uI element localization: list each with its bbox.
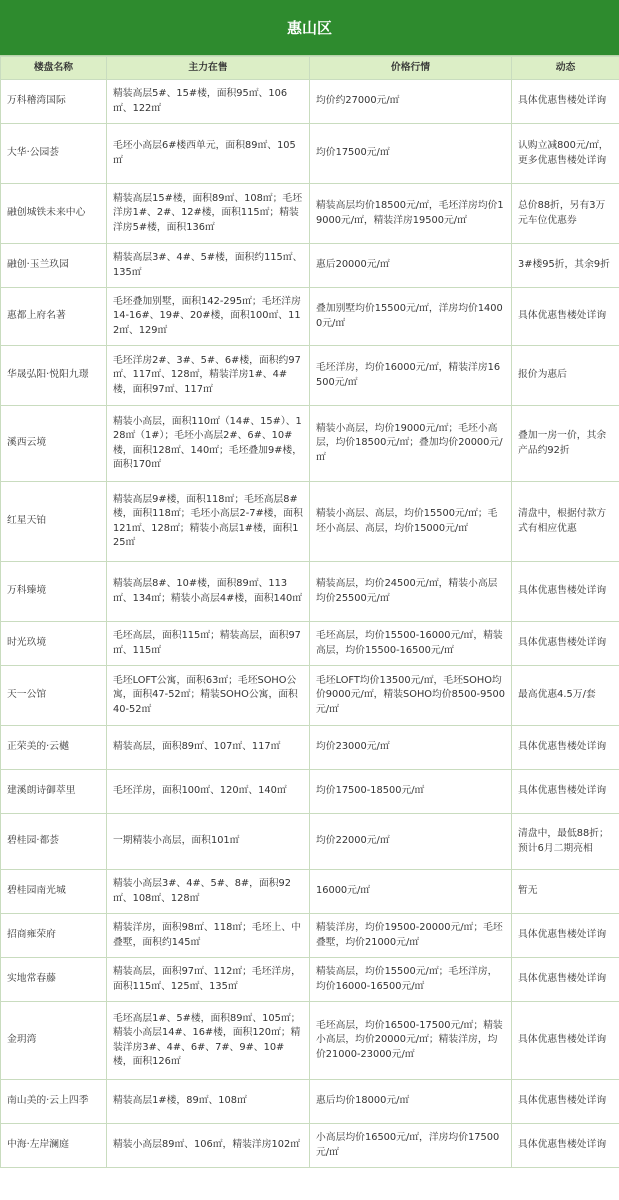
- cell-name: 华晟弘阳·悦阳九璟: [1, 346, 107, 406]
- cell-price: 毛坯高层，均价15500-16000元/㎡，精装高层，均价15500-16500元/㎡: [310, 622, 512, 666]
- cell-name: 融创·玉兰玖园: [1, 244, 107, 288]
- cell-news: 具体优惠售楼处详询: [512, 288, 619, 346]
- cell-sale: 一期精装小高层，面积101㎡: [107, 814, 310, 870]
- cell-sale: 精装小高层89㎡、106㎡，精装洋房102㎡: [107, 1124, 310, 1168]
- cell-price: 毛坯高层，均价16500-17500元/㎡；精装小高层，均价20000元/㎡；精装洋房，均价21000-23000元/㎡: [310, 1002, 512, 1080]
- table-row: [1, 124, 619, 184]
- cell-price: 精装洋房，均价19500-20000元/㎡；毛坯叠墅，均价21000元/㎡: [310, 914, 512, 958]
- cell-price: 均价17500元/㎡: [310, 124, 512, 184]
- cell-name: 红星天铂: [1, 482, 107, 562]
- table-row: [1, 184, 619, 244]
- cell-news: 具体优惠售楼处详询: [512, 1080, 619, 1124]
- cell-sale: 精装小高层3#、4#、5#、8#，面积92㎡、108㎡、128㎡: [107, 870, 310, 914]
- cell-sale: 毛坯洋房，面积100㎡、120㎡、140㎡: [107, 770, 310, 814]
- cell-name: 惠都上府名著: [1, 288, 107, 346]
- cell-sale: 精装高层5#、15#楼，面积95㎡、106㎡、122㎡: [107, 80, 310, 124]
- cell-name: 招商雍荣府: [1, 914, 107, 958]
- cell-news: 具体优惠售楼处详询: [512, 80, 619, 124]
- cell-price: 小高层均价16500元/㎡，洋房均价17500元/㎡: [310, 1124, 512, 1168]
- cell-price: 均价约27000元/㎡: [310, 80, 512, 124]
- header-news: 动态: [512, 57, 619, 80]
- cell-price: 毛坯LOFT均价13500元/㎡，毛坯SOHO均价9000元/㎡，精装SOHO均价8500-9500元/㎡: [310, 666, 512, 726]
- table-row: [1, 1002, 619, 1080]
- cell-news: 报价为惠后: [512, 346, 619, 406]
- cell-news: 具体优惠售楼处详询: [512, 914, 619, 958]
- cell-price: 惠后均价18000元/㎡: [310, 1080, 512, 1124]
- cell-price: 毛坯洋房，均价16000元/㎡，精装洋房16500元/㎡: [310, 346, 512, 406]
- table-row: [1, 814, 619, 870]
- cell-price: 惠后20000元/㎡: [310, 244, 512, 288]
- cell-price: 16000元/㎡: [310, 870, 512, 914]
- table-row: [1, 80, 619, 124]
- cell-name: 南山美的·云上四季: [1, 1080, 107, 1124]
- cell-price: 均价17500-18500元/㎡: [310, 770, 512, 814]
- header-row: [1, 57, 619, 80]
- cell-news: 具体优惠售楼处详询: [512, 1124, 619, 1168]
- table-row: [1, 770, 619, 814]
- header-price: 价格行情: [310, 57, 512, 80]
- table-body: [1, 80, 619, 1168]
- cell-sale: 毛坯高层1#、5#楼，面积89㎡、105㎡；精装小高层14#、16#楼，面积120㎡；精装洋房3#、4#、6#、7#、9#、10#楼，面积126㎡: [107, 1002, 310, 1080]
- cell-name: 万科臻境: [1, 562, 107, 622]
- cell-sale: 精装高层3#、4#、5#楼，面积约115㎡、135㎡: [107, 244, 310, 288]
- table-row: [1, 288, 619, 346]
- table-row: [1, 870, 619, 914]
- table-row: [1, 1080, 619, 1124]
- cell-news: 最高优惠4.5万/套: [512, 666, 619, 726]
- cell-price: 精装高层，均价24500元/㎡，精装小高层均价25500元/㎡: [310, 562, 512, 622]
- cell-name: 金玥湾: [1, 1002, 107, 1080]
- cell-news: 认购立减800元/㎡，更多优惠售楼处详询: [512, 124, 619, 184]
- cell-sale: 毛坯洋房2#、3#、5#、6#楼，面积约97㎡、117㎡、128㎡，精装洋房1#、4#楼，面积97㎡、117㎡: [107, 346, 310, 406]
- cell-price: 精装高层，均价15500元/㎡；毛坯洋房，均价16000-16500元/㎡: [310, 958, 512, 1002]
- table-row: [1, 244, 619, 288]
- cell-sale: 精装高层8#、10#楼，面积89㎡、113㎡、134㎡；精装小高层4#楼，面积140㎡: [107, 562, 310, 622]
- table-title: 惠山区: [0, 0, 619, 56]
- cell-price: 精装小高层，均价19000元/㎡；毛坯小高层，均价18500元/㎡；叠加均价20000元/㎡: [310, 406, 512, 482]
- header-sale: 主力在售: [107, 57, 310, 80]
- table-row: [1, 562, 619, 622]
- cell-price: 精装小高层、高层，均价15500元/㎡；毛坯小高层、高层，均价15000元/㎡: [310, 482, 512, 562]
- cell-news: 3#楼95折，其余9折: [512, 244, 619, 288]
- table-row: [1, 346, 619, 406]
- table-row: [1, 622, 619, 666]
- cell-sale: 毛坯叠加别墅，面积142-295㎡；毛坯洋房14-16#、19#、20#楼，面积100㎡、112㎡、129㎡: [107, 288, 310, 346]
- cell-name: 正荣美的·云樾: [1, 726, 107, 770]
- cell-sale: 精装高层，面积89㎡、107㎡、117㎡: [107, 726, 310, 770]
- cell-news: 具体优惠售楼处详询: [512, 770, 619, 814]
- cell-name: 碧桂园·都荟: [1, 814, 107, 870]
- cell-sale: 精装高层9#楼，面积118㎡；毛坯高层8#楼，面积118㎡；毛坯小高层2-7#楼，面积121㎡、128㎡；精装小高层1#楼，面积125㎡: [107, 482, 310, 562]
- table-row: [1, 406, 619, 482]
- cell-name: 碧桂园南光城: [1, 870, 107, 914]
- cell-news: 具体优惠售楼处详询: [512, 622, 619, 666]
- cell-news: 具体优惠售楼处详询: [512, 958, 619, 1002]
- cell-name: 建溪朗诗御萃里: [1, 770, 107, 814]
- cell-sale: 精装洋房，面积98㎡、118㎡；毛坯上、中叠墅，面积约145㎡: [107, 914, 310, 958]
- cell-name: 实地常春藤: [1, 958, 107, 1002]
- table-row: [1, 914, 619, 958]
- cell-name: 溪西云境: [1, 406, 107, 482]
- table-row: [1, 1124, 619, 1168]
- cell-name: 天一公馆: [1, 666, 107, 726]
- cell-price: 叠加别墅均价15500元/㎡，洋房均价14000元/㎡: [310, 288, 512, 346]
- cell-name: 融创城铁未来中心: [1, 184, 107, 244]
- table-row: [1, 958, 619, 1002]
- cell-sale: 精装高层，面积97㎡、112㎡；毛坯洋房，面积115㎡、125㎡、135㎡: [107, 958, 310, 1002]
- table-row: [1, 482, 619, 562]
- table-row: [1, 726, 619, 770]
- cell-news: 清盘中，根据付款方式有相应优惠: [512, 482, 619, 562]
- cell-sale: 毛坯LOFT公寓，面积63㎡；毛坯SOHO公寓，面积47-52㎡；精装SOHO公寓，面积40-52㎡: [107, 666, 310, 726]
- cell-news: 暂无: [512, 870, 619, 914]
- cell-sale: 精装高层15#楼，面积89㎡、108㎡；毛坯洋房1#、2#、12#楼，面积115㎡；精装洋房5#楼，面积136㎡: [107, 184, 310, 244]
- cell-sale: 精装小高层，面积110㎡（14#、15#）、128㎡（1#）；毛坯小高层2#、6#、10#楼，面积128㎡、140㎡；毛坯叠加9#楼，面积170㎡: [107, 406, 310, 482]
- cell-sale: 毛坯小高层6#楼西单元，面积89㎡、105㎡: [107, 124, 310, 184]
- cell-news: 总价88折，另有3万元车位优惠券: [512, 184, 619, 244]
- cell-news: 清盘中，最低88折；预计6月二期亮相: [512, 814, 619, 870]
- cell-news: 叠加一房一价，其余产品约92折: [512, 406, 619, 482]
- cell-news: 具体优惠售楼处详询: [512, 726, 619, 770]
- cell-price: 均价22000元/㎡: [310, 814, 512, 870]
- cell-name: 大华·公园荟: [1, 124, 107, 184]
- cell-name: 万科稽湾国际: [1, 80, 107, 124]
- table-row: [1, 666, 619, 726]
- cell-name: 时光玖境: [1, 622, 107, 666]
- cell-name: 中海·左岸澜庭: [1, 1124, 107, 1168]
- cell-price: 精装高层均价18500元/㎡，毛坯洋房均价19000元/㎡，精装洋房19500元/㎡: [310, 184, 512, 244]
- cell-news: 具体优惠售楼处详询: [512, 1002, 619, 1080]
- header-name: 楼盘名称: [1, 57, 107, 80]
- cell-news: 具体优惠售楼处详询: [512, 562, 619, 622]
- cell-price: 均价23000元/㎡: [310, 726, 512, 770]
- cell-sale: 精装高层1#楼，89㎡、108㎡: [107, 1080, 310, 1124]
- cell-sale: 毛坯高层，面积115㎡；精装高层，面积97㎡、115㎡: [107, 622, 310, 666]
- property-table: [0, 56, 619, 1168]
